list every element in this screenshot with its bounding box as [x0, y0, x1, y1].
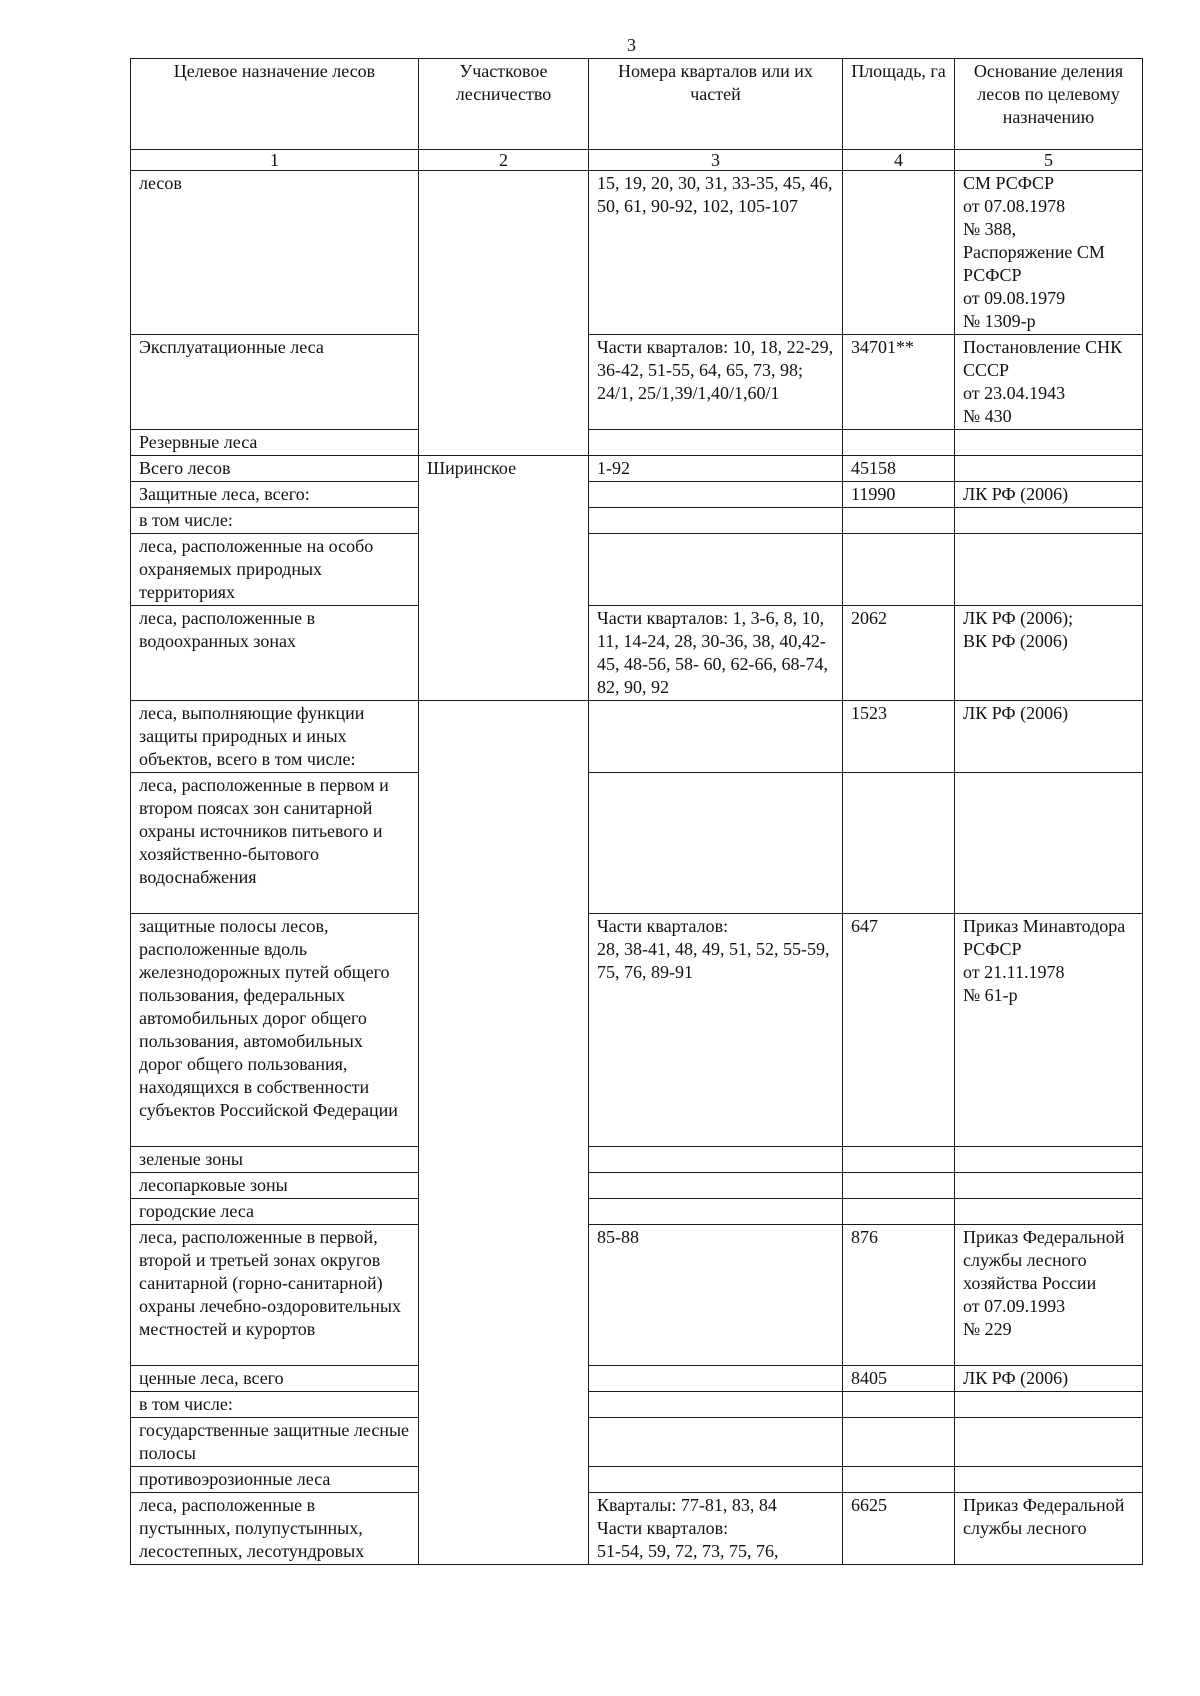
- header-basis: Основание деления лесов по целевому назначению: [955, 59, 1143, 150]
- area-cell: 876: [843, 1225, 955, 1366]
- area-cell: [843, 1418, 955, 1467]
- table-row: [131, 430, 1143, 456]
- purpose-cell: Всего лесов: [131, 456, 419, 482]
- purpose-cell: лесопарковые зоны: [131, 1173, 419, 1199]
- purpose-cell: в том числе:: [131, 1392, 419, 1418]
- area-cell: [843, 1173, 955, 1199]
- table-row: [131, 482, 1143, 508]
- quarters-cell: [589, 1418, 843, 1467]
- area-cell: 2062: [843, 606, 955, 701]
- quarters-cell: [589, 430, 843, 456]
- quarters-cell: [589, 1366, 843, 1392]
- header-quarters: Номера кварталов или их частей: [589, 59, 843, 150]
- quarters-cell: Кварталы: 77-81, 83, 84 Части кварталов: 51-54, 59, 72, 73, 75, 76,: [589, 1493, 843, 1565]
- basis-cell: Постановление СНК СССР от 23.04.1943 № 430: [955, 335, 1143, 430]
- basis-cell: [955, 773, 1143, 914]
- basis-cell: [955, 1392, 1143, 1418]
- purpose-cell: городские леса: [131, 1199, 419, 1225]
- table-row: [131, 1493, 1143, 1565]
- basis-cell: ЛК РФ (2006): [955, 701, 1143, 773]
- header-row: [131, 59, 1143, 150]
- area-cell: 8405: [843, 1366, 955, 1392]
- purpose-cell: леса, расположенные в первой, второй и третьей зонах округов санитарной (горно-санитарной) охраны лечебно-оздоровительных местностей и курортов: [131, 1225, 419, 1366]
- quarters-cell: [589, 773, 843, 914]
- purpose-cell: леса, расположенные в пустынных, полупустынных, лесостепных, лесотундровых: [131, 1493, 419, 1565]
- column-number: 1: [131, 150, 419, 171]
- purpose-cell: Эксплуатационные леса: [131, 335, 419, 430]
- quarters-cell: 15, 19, 20, 30, 31, 33-35, 45, 46, 50, 61, 90-92, 102, 105-107: [589, 171, 843, 335]
- forest-purpose-table: [130, 58, 1143, 1565]
- basis-cell: Приказ Федеральной службы лесного: [955, 1493, 1143, 1565]
- quarters-cell: 1-92: [589, 456, 843, 482]
- purpose-cell: в том числе:: [131, 508, 419, 534]
- column-number: 5: [955, 150, 1143, 171]
- area-cell: 45158: [843, 456, 955, 482]
- district-cell: [419, 701, 589, 1565]
- purpose-cell: Резервные леса: [131, 430, 419, 456]
- header-purpose: Целевое назначение лесов: [131, 59, 419, 150]
- column-number-row: [131, 150, 1143, 171]
- purpose-cell: государственные защитные лесные полосы: [131, 1418, 419, 1467]
- basis-cell: [955, 456, 1143, 482]
- table-row: [131, 1147, 1143, 1173]
- quarters-cell: [589, 534, 843, 606]
- purpose-cell: Защитные леса, всего:: [131, 482, 419, 508]
- quarters-cell: Части кварталов: 28, 38-41, 48, 49, 51, 52, 55-59, 75, 76, 89-91: [589, 914, 843, 1147]
- table-row: [131, 701, 1143, 773]
- area-cell: 6625: [843, 1493, 955, 1565]
- purpose-cell: леса, расположенные на особо охраняемых природных территориях: [131, 534, 419, 606]
- quarters-cell: Части кварталов: 10, 18, 22-29, 36-42, 51-55, 64, 65, 73, 98; 24/1, 25/1,39/1,40/1,60/1: [589, 335, 843, 430]
- quarters-cell: [589, 1467, 843, 1493]
- quarters-cell: [589, 1173, 843, 1199]
- table-row: [131, 1366, 1143, 1392]
- table-row: [131, 1199, 1143, 1225]
- district-cell: [419, 171, 589, 456]
- table-row: [131, 171, 1143, 335]
- purpose-cell: леса, расположенные в водоохранных зонах: [131, 606, 419, 701]
- basis-cell: [955, 1199, 1143, 1225]
- area-cell: 647: [843, 914, 955, 1147]
- purpose-cell: лесов: [131, 171, 419, 335]
- table-row: [131, 534, 1143, 606]
- purpose-cell: ценные леса, всего: [131, 1366, 419, 1392]
- quarters-cell: [589, 482, 843, 508]
- table-row: [131, 456, 1143, 482]
- area-cell: [843, 1199, 955, 1225]
- basis-cell: [955, 1467, 1143, 1493]
- table-row: [131, 773, 1143, 914]
- purpose-cell: леса, выполняющие функции защиты природных и иных объектов, всего в том числе:: [131, 701, 419, 773]
- table-row: [131, 606, 1143, 701]
- area-cell: [843, 508, 955, 534]
- area-cell: [843, 534, 955, 606]
- purpose-cell: леса, расположенные в первом и втором поясах зон санитарной охраны источников питьевого и хозяйственно-бытового водоснабжения: [131, 773, 419, 914]
- table-row: [131, 1173, 1143, 1199]
- table-row: [131, 1418, 1143, 1467]
- basis-cell: ЛК РФ (2006); ВК РФ (2006): [955, 606, 1143, 701]
- area-cell: [843, 773, 955, 914]
- area-cell: [843, 171, 955, 335]
- area-cell: [843, 430, 955, 456]
- area-cell: [843, 1147, 955, 1173]
- basis-cell: [955, 1173, 1143, 1199]
- purpose-cell: защитные полосы лесов, расположенные вдоль железнодорожных путей общего пользования, федеральных автомобильных дорог общего пользования, автомобильных дорог общего пользования, находящихся в собственности субъектов Российской Федерации: [131, 914, 419, 1147]
- purpose-cell: противоэрозионные леса: [131, 1467, 419, 1493]
- basis-cell: Приказ Федеральной службы лесного хозяйства России от 07.09.1993 № 229: [955, 1225, 1143, 1366]
- basis-cell: [955, 1147, 1143, 1173]
- header-area: Площадь, га: [843, 59, 955, 150]
- column-number: 4: [843, 150, 955, 171]
- column-number: 3: [589, 150, 843, 171]
- table-row: [131, 1225, 1143, 1366]
- header-district: Участковое лесничество: [419, 59, 589, 150]
- quarters-cell: [589, 701, 843, 773]
- quarters-cell: [589, 1199, 843, 1225]
- table-row: [131, 335, 1143, 430]
- purpose-cell: зеленые зоны: [131, 1147, 419, 1173]
- basis-cell: СМ РСФСР от 07.08.1978 № 388, Распоряжение СМ РСФСР от 09.08.1979 № 1309-р: [955, 171, 1143, 335]
- table-row: [131, 1467, 1143, 1493]
- quarters-cell: [589, 1147, 843, 1173]
- table-row: [131, 508, 1143, 534]
- district-cell: Ширинское: [419, 456, 589, 701]
- basis-cell: ЛК РФ (2006): [955, 482, 1143, 508]
- table-row: [131, 914, 1143, 1147]
- area-cell: 34701**: [843, 335, 955, 430]
- basis-cell: Приказ Минавтодора РСФСР от 21.11.1978 № 61-р: [955, 914, 1143, 1147]
- area-cell: [843, 1392, 955, 1418]
- quarters-cell: [589, 508, 843, 534]
- quarters-cell: 85-88: [589, 1225, 843, 1366]
- basis-cell: [955, 534, 1143, 606]
- area-cell: 1523: [843, 701, 955, 773]
- page-number: 3: [627, 35, 636, 55]
- basis-cell: [955, 1418, 1143, 1467]
- quarters-cell: Части кварталов: 1, 3-6, 8, 10, 11, 14-24, 28, 30-36, 38, 40,42-45, 48-56, 58- 60, 62-66, 68-74, 82, 90, 92: [589, 606, 843, 701]
- table-row: [131, 1392, 1143, 1418]
- basis-cell: [955, 430, 1143, 456]
- quarters-cell: [589, 1392, 843, 1418]
- column-number: 2: [419, 150, 589, 171]
- area-cell: 11990: [843, 482, 955, 508]
- basis-cell: [955, 508, 1143, 534]
- area-cell: [843, 1467, 955, 1493]
- basis-cell: ЛК РФ (2006): [955, 1366, 1143, 1392]
